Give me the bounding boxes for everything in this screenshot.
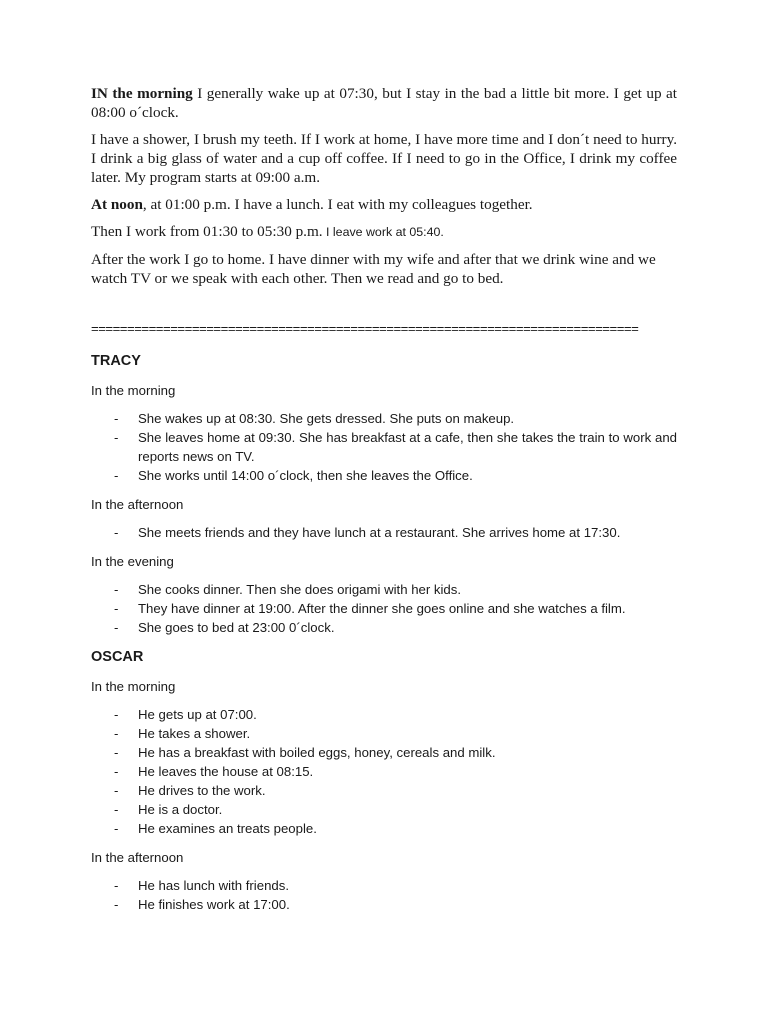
dash-bullet: - <box>114 601 119 616</box>
dash-bullet: - <box>114 878 119 893</box>
intro-paragraph-1 <box>91 84 677 122</box>
tracy-subheading-morning: In the morning <box>91 383 176 398</box>
intro-paragraph-3 <box>91 195 677 214</box>
dash-bullet: - <box>114 525 119 540</box>
intro-text-1: I generally wake up at 07:30, but I stay in the bad a little bit more. I get up at 08:00 o´clock. <box>91 85 677 121</box>
list-item <box>91 428 677 466</box>
tracy-list-afternoon <box>91 523 677 542</box>
dash-bullet: - <box>114 821 119 836</box>
list-item-text: He finishes work at 17:00. <box>138 897 290 912</box>
list-item-text: He is a doctor. <box>138 802 223 817</box>
list-item <box>91 819 677 838</box>
intro-text-3: , at 01:00 p.m. I have a lunch. I eat with my colleagues together. <box>142 196 533 213</box>
list-item <box>91 599 677 618</box>
intro-lead-noon: At noon <box>91 196 143 213</box>
intro-text-4-serif: Then I work from 01:30 to 05:30 p.m. <box>91 223 323 240</box>
list-item-text: She wakes up at 08:30. She gets dressed. She puts on makeup. <box>138 411 515 426</box>
tracy-list-evening <box>91 580 677 637</box>
list-item-text: He has a breakfast with boiled eggs, honey, cereals and milk. <box>138 745 496 760</box>
list-item-text: They have dinner at 19:00. After the dinner she goes online and she watches a film. <box>138 601 626 616</box>
section-heading-tracy: TRACY <box>91 353 141 369</box>
intro-lead-morning: IN the morning <box>91 85 193 102</box>
document-page <box>91 84 677 924</box>
list-item <box>91 724 677 743</box>
oscar-subheading-morning: In the morning <box>91 679 176 694</box>
dash-bullet: - <box>114 430 119 445</box>
list-item <box>91 743 677 762</box>
separator-line: ============================================================================ <box>91 321 639 336</box>
list-item <box>91 409 677 428</box>
dash-bullet: - <box>114 764 119 779</box>
oscar-list-morning <box>91 705 677 838</box>
dash-bullet: - <box>114 468 119 483</box>
intro-text-4-sans: I leave work at 05:40. <box>322 225 444 239</box>
dash-bullet: - <box>114 745 119 760</box>
dash-bullet: - <box>114 707 119 722</box>
list-item <box>91 523 677 542</box>
dash-bullet: - <box>114 783 119 798</box>
list-item-text: She goes to bed at 23:00 0´clock. <box>138 620 335 635</box>
list-item <box>91 895 677 914</box>
list-item <box>91 762 677 781</box>
list-item-text: She works until 14:00 o´clock, then she leaves the Office. <box>138 468 473 483</box>
list-item-text: He takes a shower. <box>138 726 251 741</box>
intro-paragraph-4 <box>91 222 677 242</box>
list-item-text: She meets friends and they have lunch at a restaurant. She arrives home at 17:30. <box>138 525 621 540</box>
list-item <box>91 781 677 800</box>
list-item <box>91 466 677 485</box>
oscar-list-afternoon <box>91 876 677 914</box>
dash-bullet: - <box>114 582 119 597</box>
list-item-text: She cooks dinner. Then she does origami with her kids. <box>138 582 462 597</box>
oscar-subheading-afternoon: In the afternoon <box>91 850 184 865</box>
dash-bullet: - <box>114 620 119 635</box>
list-item-text: He examines an treats people. <box>138 821 317 836</box>
dash-bullet: - <box>114 726 119 741</box>
intro-paragraph-2: I have a shower, I brush my teeth. If I work at home, I have more time and I don´t need to hurry. I drink a big glass of water and a cup off coffee. If I need to go in the Office, I drink my coffee later. My program starts at 09:00 a.m. <box>91 131 677 186</box>
tracy-subheading-evening: In the evening <box>91 554 174 569</box>
list-item-text: He gets up at 07:00. <box>138 707 257 722</box>
dash-bullet: - <box>114 411 119 426</box>
list-item <box>91 580 677 599</box>
section-heading-oscar: OSCAR <box>91 649 144 665</box>
list-item <box>91 705 677 724</box>
list-item <box>91 618 677 637</box>
list-item-text: He leaves the house at 08:15. <box>138 764 314 779</box>
dash-bullet: - <box>114 897 119 912</box>
list-item-text: He has lunch with friends. <box>138 878 289 893</box>
tracy-subheading-afternoon: In the afternoon <box>91 497 184 512</box>
tracy-list-morning <box>91 409 677 485</box>
dash-bullet: - <box>114 802 119 817</box>
list-item-text: She leaves home at 09:30. She has breakfast at a cafe, then she takes the train to work and reports news on TV. <box>138 430 677 464</box>
list-item-text: He drives to the work. <box>138 783 266 798</box>
intro-paragraph-5: After the work I go to home. I have dinner with my wife and after that we drink wine and we watch TV or we speak with each other. Then we read and go to bed. <box>91 251 656 287</box>
list-item <box>91 800 677 819</box>
list-item <box>91 876 677 895</box>
